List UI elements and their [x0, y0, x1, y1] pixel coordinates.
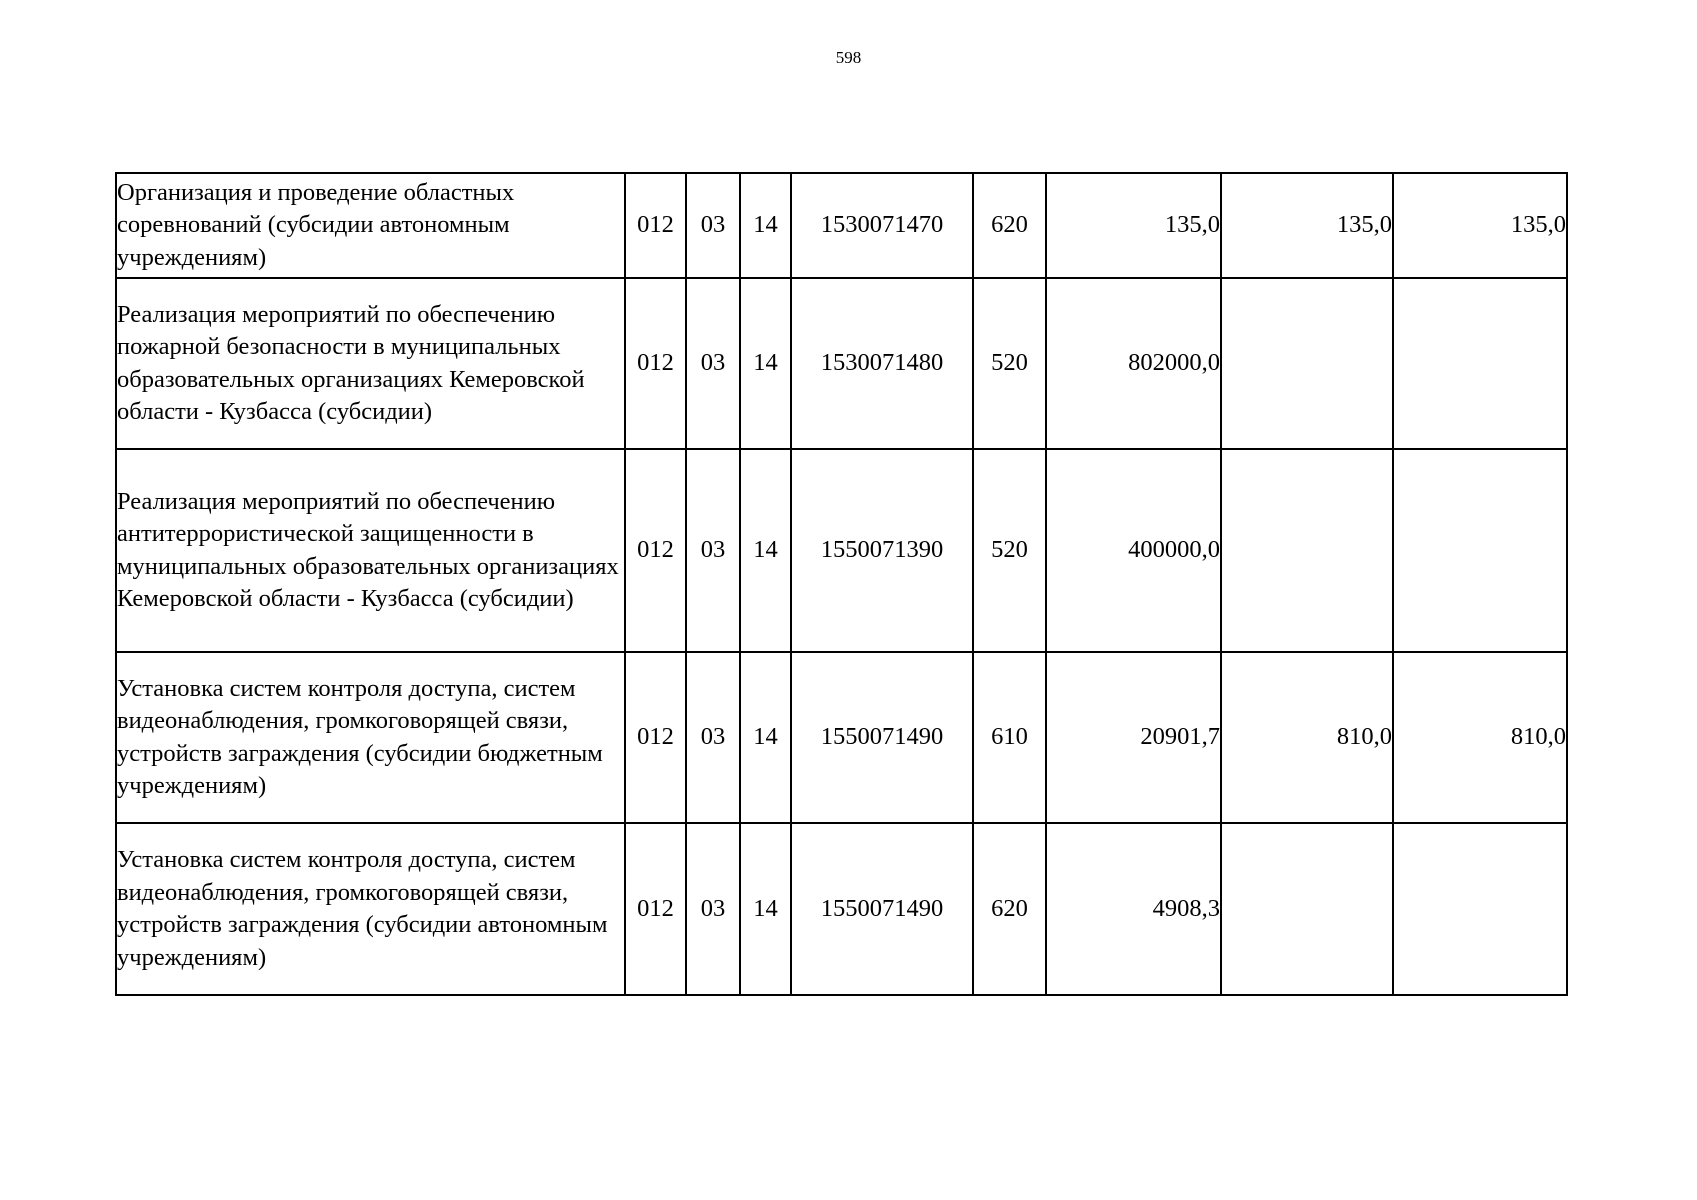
target-article-cell: 1550071490	[791, 652, 973, 823]
sum-2-cell: 810,0	[1221, 652, 1393, 823]
sum-2-cell	[1221, 449, 1393, 652]
subsection-cell: 14	[740, 823, 791, 995]
page-number: 598	[835, 48, 862, 67]
table-row	[116, 173, 1567, 278]
table-row	[116, 449, 1567, 652]
ministry-cell: 012	[625, 823, 686, 995]
ministry-cell: 012	[625, 278, 686, 449]
target-article-cell: 1550071490	[791, 823, 973, 995]
sum-3-cell	[1393, 449, 1567, 652]
budget-table	[115, 172, 1568, 996]
table-row	[116, 278, 1567, 449]
sum-2-cell	[1221, 823, 1393, 995]
row-name-cell: Реализация мероприятий по обеспечению антитеррористической защищенности в муниципальных образовательных организациях Кемеровской области - Кузбасса (субсидии)	[116, 449, 625, 652]
sum-2-cell: 135,0	[1221, 173, 1393, 278]
target-article-cell: 1530071470	[791, 173, 973, 278]
ministry-cell: 012	[625, 449, 686, 652]
subsection-cell: 14	[740, 449, 791, 652]
sum-2-cell	[1221, 278, 1393, 449]
sum-3-cell	[1393, 823, 1567, 995]
expense-type-cell: 620	[973, 823, 1046, 995]
expense-type-cell: 520	[973, 278, 1046, 449]
table-row	[116, 823, 1567, 995]
sum-1-cell: 4908,3	[1046, 823, 1221, 995]
sum-1-cell: 20901,7	[1046, 652, 1221, 823]
ministry-cell: 012	[625, 173, 686, 278]
row-name-cell: Установка систем контроля доступа, систем видеонаблюдения, громкоговорящей связи, устройств заграждения (субсидии автономным учреждениям)	[116, 823, 625, 995]
target-article-cell: 1550071390	[791, 449, 973, 652]
section-cell: 03	[686, 652, 740, 823]
sum-1-cell: 802000,0	[1046, 278, 1221, 449]
expense-type-cell: 520	[973, 449, 1046, 652]
row-name-cell: Организация и проведение областных соревнований (субсидии автономным учреждениям)	[116, 173, 625, 278]
sum-3-cell	[1393, 278, 1567, 449]
subsection-cell: 14	[740, 652, 791, 823]
target-article-cell: 1530071480	[791, 278, 973, 449]
sum-3-cell: 135,0	[1393, 173, 1567, 278]
ministry-cell: 012	[625, 652, 686, 823]
subsection-cell: 14	[740, 278, 791, 449]
row-name-cell: Установка систем контроля доступа, систем видеонаблюдения, громкоговорящей связи, устройств заграждения (субсидии бюджетным учреждениям)	[116, 652, 625, 823]
table-row	[116, 652, 1567, 823]
sum-1-cell: 400000,0	[1046, 449, 1221, 652]
section-cell: 03	[686, 173, 740, 278]
subsection-cell: 14	[740, 173, 791, 278]
expense-type-cell: 620	[973, 173, 1046, 278]
expense-type-cell: 610	[973, 652, 1046, 823]
section-cell: 03	[686, 823, 740, 995]
sum-1-cell: 135,0	[1046, 173, 1221, 278]
sum-3-cell: 810,0	[1393, 652, 1567, 823]
section-cell: 03	[686, 449, 740, 652]
row-name-cell: Реализация мероприятий по обеспечению пожарной безопасности в муниципальных образовательных организациях Кемеровской области - Кузбасса (субсидии)	[116, 278, 625, 449]
section-cell: 03	[686, 278, 740, 449]
